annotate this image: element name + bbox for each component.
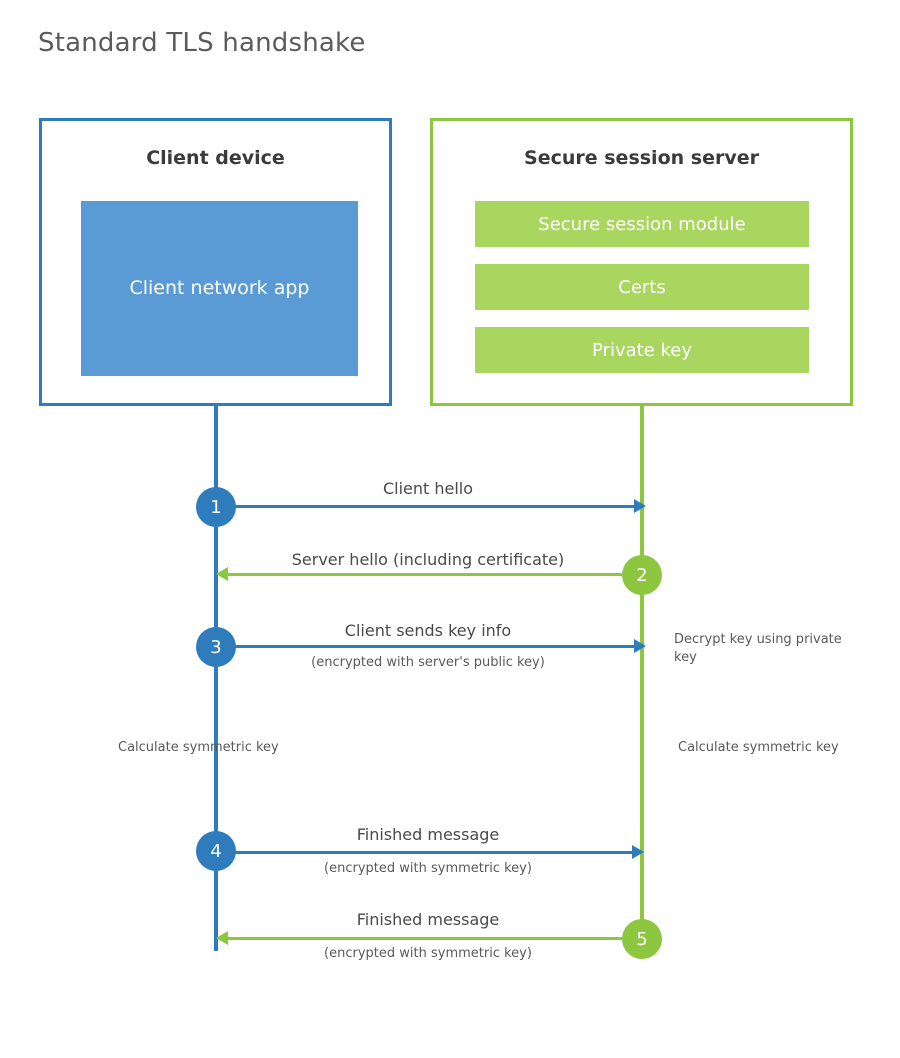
- message-sublabel-step-3: (encrypted with server's public key): [311, 655, 545, 670]
- server-component-certs: Certs: [475, 264, 809, 310]
- secure-session-server-box: [430, 118, 853, 406]
- arrow-head-step-1: [634, 499, 646, 513]
- note-decrypt-key: Decrypt key using private key: [674, 632, 842, 665]
- arrow-step-3: [216, 645, 638, 648]
- message-label-step-4: Finished message: [356, 825, 500, 844]
- client-device-title: Client device: [146, 147, 285, 169]
- arrow-step-1: [216, 505, 638, 508]
- arrow-head-step-3: [634, 639, 646, 653]
- server-lifeline: [640, 406, 644, 941]
- message-sublabel-step-5: (encrypted with symmetric key): [324, 946, 532, 961]
- secure-session-server-title: Secure session server: [524, 147, 759, 169]
- server-component-secure-session-module: Secure session module: [475, 201, 809, 247]
- step-marker-1: 1: [196, 487, 236, 527]
- step-marker-3: 3: [196, 627, 236, 667]
- client-device-box: [39, 118, 392, 406]
- client-network-app-block: Client network app: [81, 201, 358, 376]
- arrow-step-5: [222, 937, 622, 940]
- arrow-head-step-4: [632, 845, 644, 859]
- step-marker-4: 4: [196, 831, 236, 871]
- page-title: Standard TLS handshake: [38, 28, 366, 58]
- arrow-head-step-2: [216, 567, 228, 581]
- server-component-private-key: Private key: [475, 327, 809, 373]
- message-sublabel-step-4: (encrypted with symmetric key): [324, 861, 532, 876]
- note-server-calculate-symmetric-key: Calculate symmetric key: [678, 740, 839, 755]
- note-client-calculate-symmetric-key: Calculate symmetric key: [118, 740, 279, 755]
- arrow-step-4: [216, 851, 636, 854]
- step-marker-2: 2: [622, 555, 662, 595]
- message-label-step-5: Finished message: [356, 910, 500, 929]
- step-marker-5: 5: [622, 919, 662, 959]
- arrow-head-step-5: [216, 931, 228, 945]
- message-label-step-2: Server hello (including certificate): [291, 550, 565, 569]
- message-label-step-3: Client sends key info: [344, 621, 512, 640]
- arrow-step-2: [222, 573, 622, 576]
- message-label-step-1: Client hello: [382, 479, 474, 498]
